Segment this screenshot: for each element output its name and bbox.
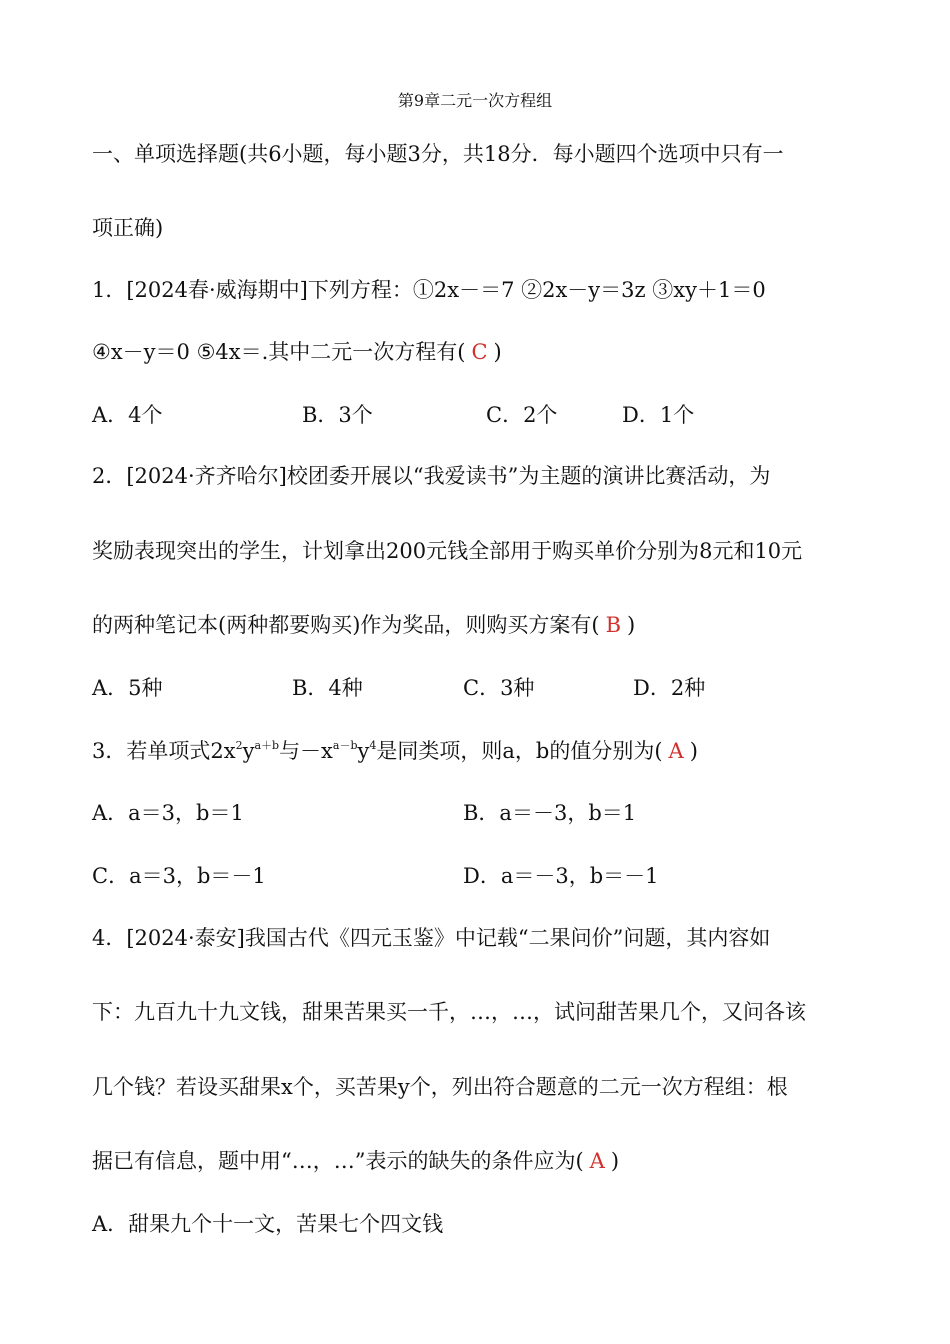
q2-stem-line3 xyxy=(92,611,635,639)
q1-answer: C xyxy=(471,340,488,364)
chapter-title: 第9章二元一次方程组 xyxy=(397,91,553,110)
section-heading: 一、单项选择题(共6小题，每小题3分，共18分．每小题四个选项中只有一 xyxy=(92,142,784,166)
q4-stem-line4 xyxy=(92,1147,619,1175)
q3-exponent-3: a－b xyxy=(332,739,358,752)
q3-option-c: C．a＝3，b＝－1 xyxy=(92,864,266,888)
q4-option-a: A．甜果九个十一文，苦果七个四文钱 xyxy=(92,1212,444,1236)
q1-close-paren: ) xyxy=(493,340,502,364)
q2-close-paren: ) xyxy=(627,613,636,637)
q2-option-d: D．2种 xyxy=(633,676,706,700)
q3-close-paren: ) xyxy=(689,739,698,763)
q2-option-b: B．4种 xyxy=(292,676,363,700)
q4-stem-text: 据已有信息，题中用“…，…”表示的缺失的条件应为( xyxy=(92,1149,584,1173)
q3-stem xyxy=(92,737,698,765)
q3-exponent-2: a＋b xyxy=(254,739,280,752)
q4-stem-line3: 几个钱？若设买甜果x个，买苦果y个，列出符合题意的二元一次方程组：根 xyxy=(92,1075,788,1099)
q2-option-c: C．3种 xyxy=(463,676,535,700)
q3-exponent-1: 2 xyxy=(235,739,243,752)
q3-answer: A xyxy=(668,739,684,763)
q3-stem-part4: y xyxy=(357,739,370,763)
q4-close-paren: ) xyxy=(610,1149,620,1173)
q1-stem-text: ④x－y＝0 ⑤4x＝.其中二元一次方程有( xyxy=(92,340,466,364)
q1-stem-line1: 1．[2024春·威海期中]下列方程：①2x－＝7 ②2x－y＝3z ③xy＋1＝0 xyxy=(92,278,766,302)
q3-exponent-4: 4 xyxy=(369,739,377,752)
q4-stem-line2: 下：九百九十九文钱，甜果苦果买一千，…，…，试问甜苦果几个，又问各该 xyxy=(92,1000,806,1024)
q4-answer: A xyxy=(589,1149,605,1173)
q1-stem-line2 xyxy=(92,338,502,366)
q2-stem-line2: 奖励表现突出的学生，计划拿出200元钱全部用于购买单价分别为8元和10元 xyxy=(92,539,803,563)
q2-answer: B xyxy=(605,613,622,637)
q3-option-a: A．a＝3，b＝1 xyxy=(92,801,244,825)
q2-stem-line1: 2．[2024·齐齐哈尔]校团委开展以“我爱读书”为主题的演讲比赛活动，为 xyxy=(92,464,771,488)
q3-stem-part5: 是同类项，则a，b的值分别为( xyxy=(376,739,663,763)
q3-stem-part2: y xyxy=(242,739,255,763)
q1-option-a: A．4个 xyxy=(92,403,163,427)
q3-stem-part3: 与－x xyxy=(279,739,333,763)
q4-stem-line1: 4．[2024·泰安]我国古代《四元玉鉴》中记载“二果问价”问题，其内容如 xyxy=(92,926,771,950)
q2-option-a: A．5种 xyxy=(92,676,163,700)
q1-option-b: B．3个 xyxy=(302,403,373,427)
q2-stem-text: 的两种笔记本(两种都要购买)作为奖品，则购买方案有( xyxy=(92,613,600,637)
q1-option-d: D．1个 xyxy=(622,403,695,427)
q3-option-b: B．a＝－3，b＝1 xyxy=(463,801,637,825)
q3-stem-part1: 3．若单项式2x xyxy=(92,739,236,763)
q1-option-c: C．2个 xyxy=(486,403,558,427)
q3-option-d: D．a＝－3，b＝－1 xyxy=(463,864,659,888)
section-heading-cont: 项正确) xyxy=(92,216,164,240)
